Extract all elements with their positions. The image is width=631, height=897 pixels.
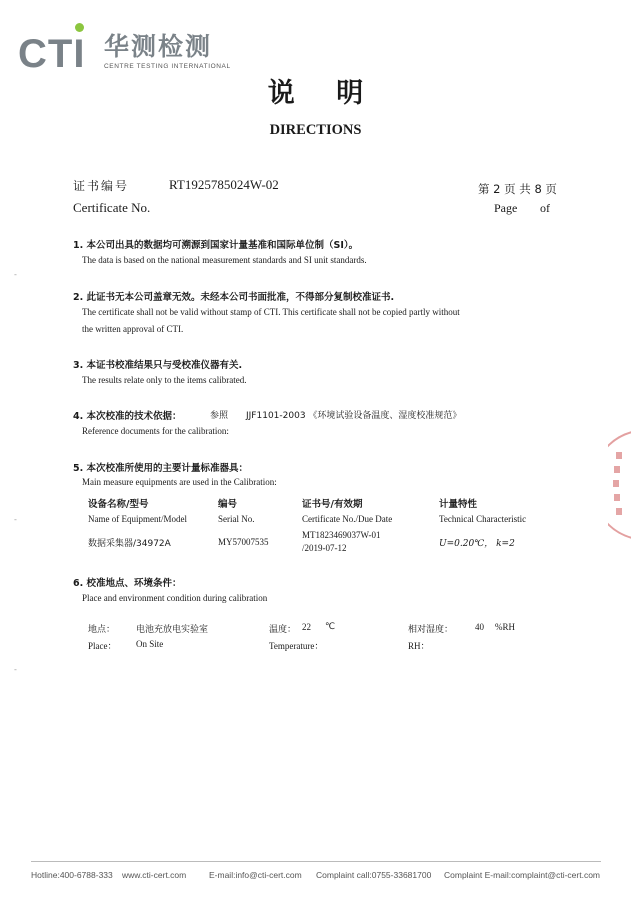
footer-website[interactable]: www.cti-cert.com [122, 870, 187, 880]
item-4-cn: 4. 本次校准的技术依据： [73, 411, 182, 422]
temperature-label-cn: 温度： [269, 625, 297, 635]
item-5-cn: 5. 本次校准所使用的主要计量标准器具： [73, 463, 249, 474]
item-5-en: Main measure equipments are used in the Calibration: [82, 477, 277, 487]
humidity-unit: %RH [495, 622, 515, 632]
temperature-unit: ℃ [325, 622, 336, 632]
footer-complaint-email[interactable]: Complaint E-mail:complaint@cti-cert.com [444, 870, 601, 880]
equipment-row-tech: U=0.20℃， k=2 [439, 539, 515, 549]
temperature-value: 22 [302, 622, 311, 632]
item-4-en: Reference documents for the calibration: [82, 426, 229, 436]
certificate-label-cn: 证书编号 [73, 179, 130, 193]
equipment-header-serial-en: Serial No. [218, 514, 255, 524]
logo-dot-icon [75, 23, 84, 32]
item-4-ref-prefix: 参照 [210, 411, 229, 421]
item-6-cn: 6. 校准地点、环境条件： [73, 578, 182, 589]
item-4-ref-document: JJF1101-2003 《环境试验设备温度、湿度校准规范》 [246, 411, 462, 421]
item-2-en-line2: the written approval of CTI. [82, 324, 184, 334]
cti-logo: CTI [18, 32, 86, 76]
place-label-en: Place： [88, 641, 117, 651]
margin-mark: - [14, 270, 17, 279]
place-label-cn: 地点： [88, 625, 116, 635]
footer-hotline: Hotline:400-6788-333 [31, 870, 113, 880]
page-count-en-of: of [540, 201, 550, 215]
stamp-seal-icon [608, 430, 631, 540]
item-1-cn: 1. 本公司出具的数据均可溯源到国家计量基准和国际单位制（SI）。 [73, 240, 359, 251]
logo-name-cn: 华测检测 [104, 32, 213, 61]
item-3-en: The results relate only to the items calibrated. [82, 375, 247, 385]
equipment-header-serial-cn: 编号 [218, 499, 238, 510]
equipment-header-name-cn: 设备名称/型号 [88, 499, 149, 510]
equipment-header-tech-en: Technical Characteristic [439, 514, 527, 524]
footer-email[interactable]: E-mail:info@cti-cert.com [209, 870, 302, 880]
page-title-cn: 说 明 [267, 78, 380, 109]
equipment-row-cert-date: /2019-07-12 [302, 543, 347, 553]
place-value-en: On Site [136, 639, 164, 649]
humidity-value: 40 [475, 622, 484, 632]
item-6-en: Place and environment condition during calibration [82, 593, 268, 603]
item-2-cn: 2. 此证书无本公司盖章无效。未经本公司书面批准，不得部分复制校准证书. [73, 292, 395, 303]
humidity-label-en: RH： [408, 641, 430, 651]
certificate-number: RT1925785024W-02 [169, 177, 279, 192]
equipment-header-name-en: Name of Equipment/Model [88, 514, 187, 524]
footer-complaint-call: Complaint call:0755-33681700 [316, 870, 432, 880]
equipment-header-tech-cn: 计量特性 [439, 499, 478, 510]
equipment-header-cert-en: Certificate No./Due Date [302, 514, 393, 524]
temperature-label-en: Temperature： [269, 641, 324, 651]
place-value-cn: 电池充放电实验室 [136, 625, 209, 635]
item-1-en: The data is based on the national measurement standards and SI unit standards. [82, 255, 367, 265]
logo-name-en: CENTRE TESTING INTERNATIONAL [104, 63, 231, 70]
equipment-header-cert-cn: 证书号/有效期 [302, 499, 363, 510]
margin-mark: - [14, 665, 17, 674]
equipment-row-name: 数据采集器/34972A [88, 539, 171, 549]
equipment-row-cert-number: MT1823469037W-01 [302, 530, 381, 540]
margin-mark: - [14, 515, 17, 524]
page-count-en-page: Page [494, 201, 518, 215]
item-3-cn: 3. 本证书校准结果只与受校准仪器有关. [73, 360, 243, 371]
equipment-row-serial: MY57007535 [218, 537, 269, 547]
humidity-label-cn: 相对湿度： [408, 625, 454, 635]
page-title-en: DIRECTIONS [269, 122, 362, 138]
item-2-en-line1: The certificate shall not be valid without stamp of CTI. This certificate shall not be copied partly without [82, 307, 460, 317]
page-count-cn: 第 2 页 共 8 页 [478, 182, 557, 196]
certificate-label-en: Certificate No. [73, 200, 151, 215]
footer-divider [31, 861, 601, 862]
